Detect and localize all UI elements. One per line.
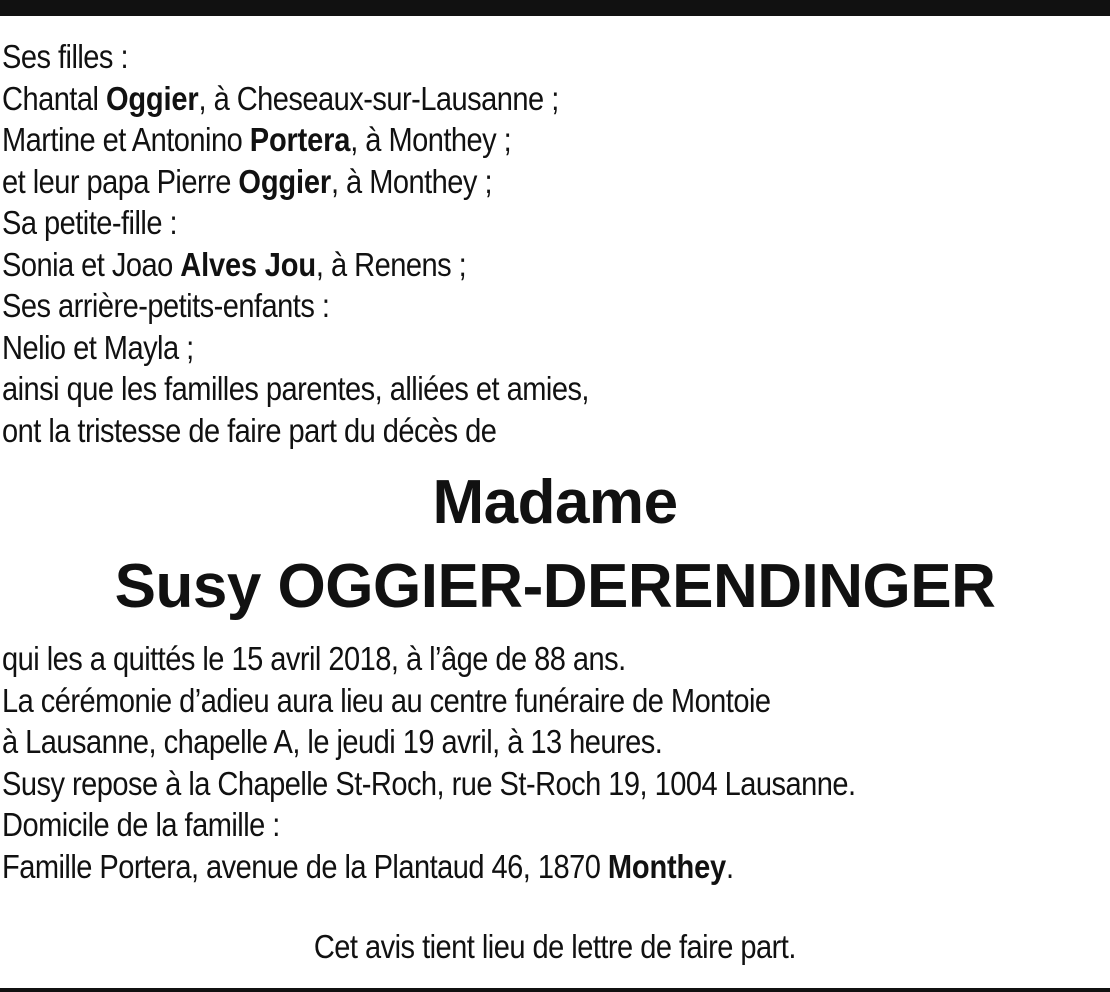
daughter-2-pre: Martine et Antonino	[2, 121, 250, 158]
domicile-pre: Famille Portera, avenue de la Plantaud 46, 1870	[2, 847, 608, 885]
funeral-details	[2, 638, 970, 887]
father-surname: Oggier	[238, 162, 331, 200]
daughter-1-surname: Oggier	[105, 79, 199, 117]
father-line	[2, 161, 970, 203]
relatives-line: ainsi que les familles parentes, alliées et amies,	[2, 370, 589, 407]
great-grandchildren-intro: Ses arrière-petits-enfants :	[2, 287, 330, 324]
daughter-1-line	[2, 78, 970, 120]
granddaughter-post: , à Renens ;	[315, 245, 467, 283]
deceased-name: Susy OGGIER-DERENDINGER	[114, 552, 996, 621]
daughter-2-line	[2, 119, 970, 161]
granddaughter-line	[2, 244, 970, 286]
family-list	[2, 36, 970, 451]
daughter-2-post: , à Monthey ;	[350, 121, 512, 158]
granddaughter-intro: Sa petite-fille :	[2, 204, 178, 241]
repose-line: Susy repose à la Chapelle St-Roch, rue St-Roch 19, 1004 Lausanne.	[2, 764, 856, 802]
domicile-intro: Domicile de la famille :	[2, 806, 280, 843]
domicile-town: Monthey	[607, 847, 727, 885]
closing-note	[0, 926, 1110, 967]
domicile-post: .	[726, 847, 734, 885]
deceased-title: Madame	[432, 468, 678, 537]
ceremony-line-2: à Lausanne, chapelle A, le jeudi 19 avril, à 13 heures.	[2, 723, 663, 760]
granddaughter-pre: Sonia et Joao	[2, 245, 181, 283]
daughter-2-surname: Portera	[249, 121, 351, 158]
death-line: qui les a quittés le 15 avril 2018, à l’âge de 88 ans.	[2, 640, 626, 677]
domicile-line	[2, 846, 970, 888]
daughter-1-pre: Chantal	[2, 79, 106, 117]
ceremony-line-1: La cérémonie d’adieu aura lieu au centre funéraire de Montoie	[2, 681, 771, 719]
great-grandchildren-line: Nelio et Mayla ;	[2, 328, 194, 366]
daughter-1-post: , à Cheseaux-sur-Lausanne ;	[198, 79, 559, 117]
top-rule	[0, 0, 1110, 16]
granddaughter-surname: Alves Jou	[180, 245, 316, 283]
father-post: , à Monthey ;	[330, 162, 492, 200]
closing-text: Cet avis tient lieu de lettre de faire part.	[313, 928, 796, 965]
daughters-intro: Ses filles :	[2, 38, 129, 75]
father-pre: et leur papa Pierre	[2, 162, 239, 200]
announcement-line: ont la tristesse de faire part du décès de	[2, 411, 497, 449]
bottom-rule	[0, 988, 1110, 992]
